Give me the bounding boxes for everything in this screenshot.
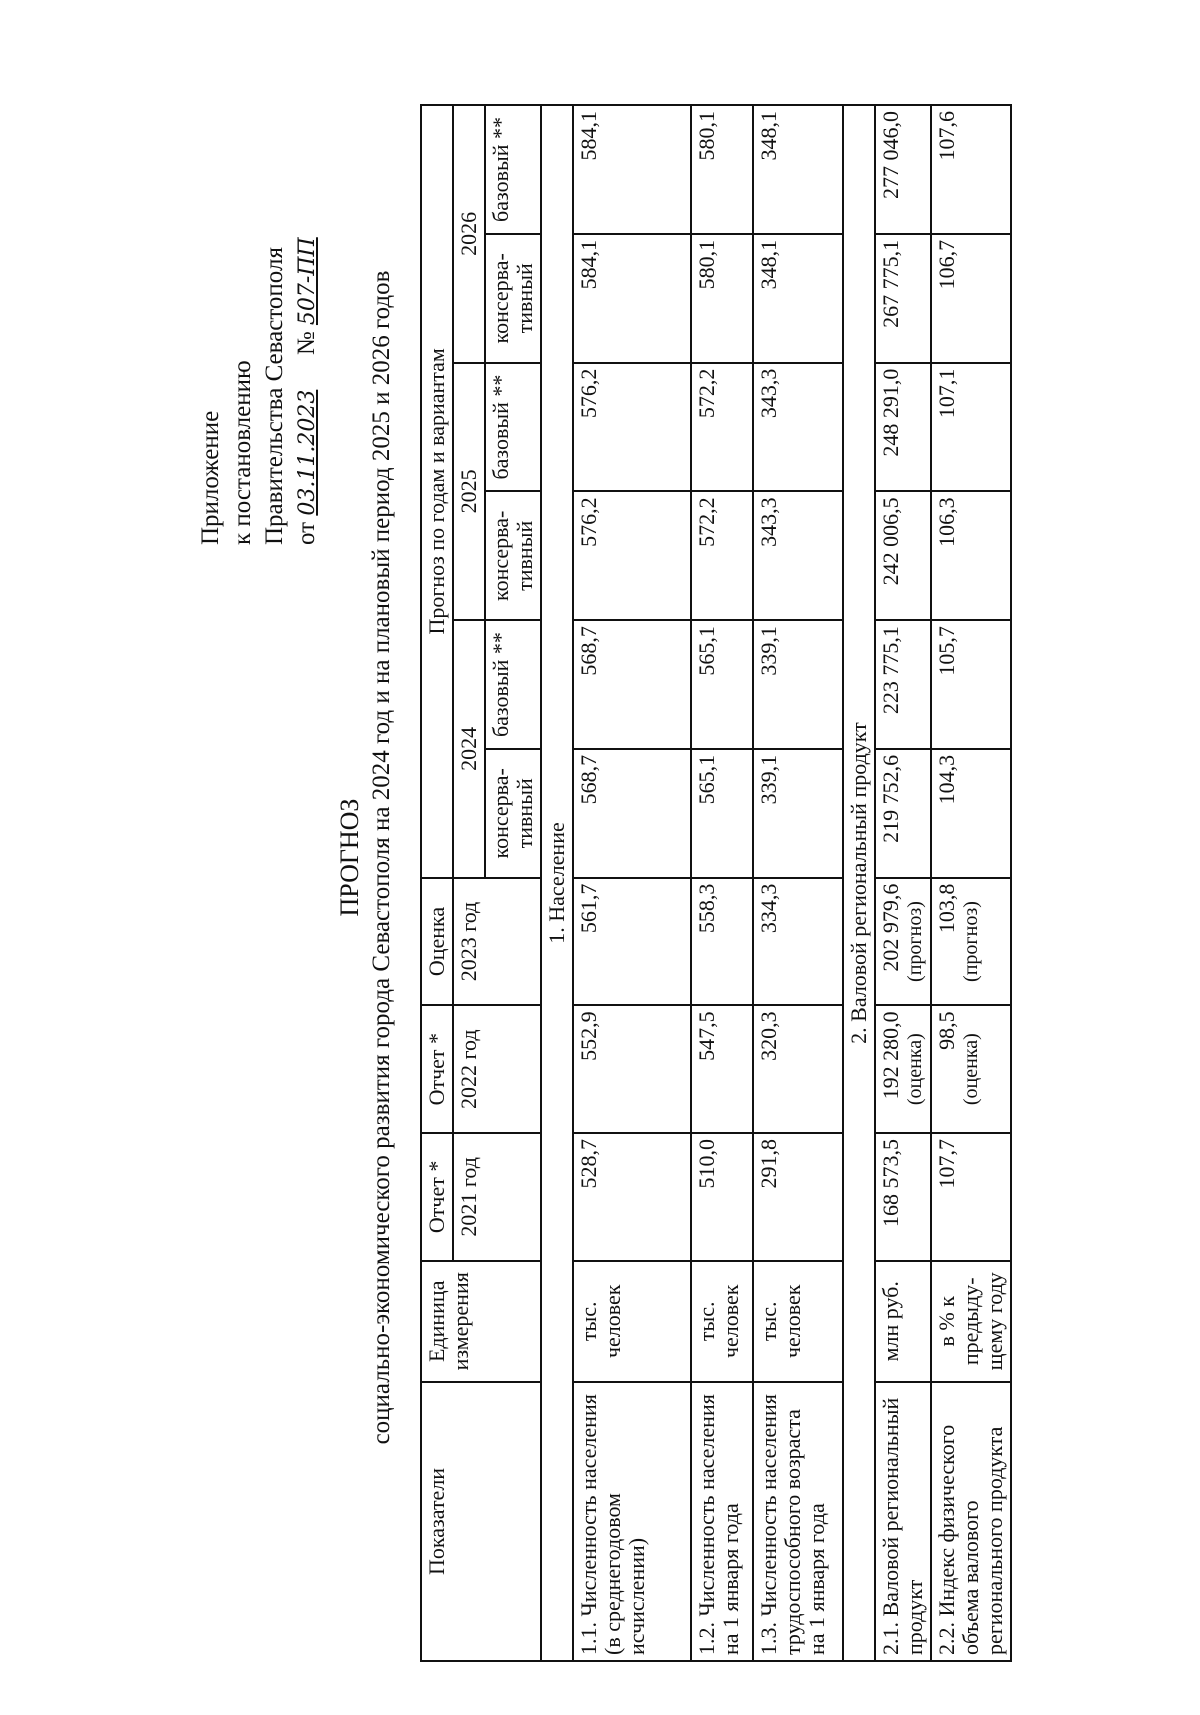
value-2022: 552,9 <box>573 1005 691 1133</box>
section-title: 2. Валовой региональный продукт <box>843 105 875 1661</box>
row-unit: в % к предыду-щему году <box>931 1261 1011 1382</box>
value-2023-note: (прогноз) <box>960 901 982 982</box>
header-year-2024: 2024 <box>453 620 485 878</box>
value-2021: 291,8 <box>753 1133 843 1261</box>
row-name: 1.1. Численность населения (в среднегодовом исчислении) <box>573 1382 691 1661</box>
annex-line-3: Правительства Севастополя <box>261 247 288 545</box>
value-conservative-2025: 576,2 <box>573 491 691 620</box>
annex-block <box>195 237 324 545</box>
value-base-2026: 580,1 <box>691 105 753 234</box>
header-year-2021: 2021 год <box>453 1133 541 1261</box>
value-2023-number: 202 979,6 <box>878 883 903 972</box>
value-2021: 168 573,5 <box>875 1133 931 1261</box>
value-base-2024: 105,7 <box>931 620 1011 749</box>
value-base-2026: 277 046,0 <box>875 105 931 234</box>
value-2021: 528,7 <box>573 1133 691 1261</box>
document-title: ПРОГНОЗ <box>335 798 364 917</box>
value-base-2025: 343,3 <box>753 363 843 492</box>
row-unit: тыс. человек <box>691 1261 753 1382</box>
header-conservative-2026: консерва-тивный <box>485 234 541 363</box>
value-base-2026: 107,6 <box>931 105 1011 234</box>
value-2022-number: 98,5 <box>934 1011 959 1050</box>
value-2021: 107,7 <box>931 1133 1011 1261</box>
value-conservative-2024: 219 752,6 <box>875 749 931 878</box>
header-conservative-2025: консерва-тивный <box>485 491 541 620</box>
value-2023 <box>931 878 1011 1006</box>
section-row <box>843 105 875 1661</box>
section-row <box>541 105 573 1661</box>
annex-date: 03.11.2023 <box>295 389 320 516</box>
value-2022 <box>875 1005 931 1133</box>
row-name: 1.3. Численность населения трудоспособного возраста на 1 января года <box>753 1382 843 1661</box>
annex-date-line <box>291 237 324 545</box>
header-year-2026: 2026 <box>453 105 485 363</box>
annex-date-prefix: от <box>293 521 320 545</box>
header-conservative-2024: консерва-тивный <box>485 749 541 878</box>
value-2023: 334,3 <box>753 878 843 1006</box>
value-2022-note: (оценка) <box>904 1033 926 1106</box>
header-indicators: Показатели <box>421 1382 541 1661</box>
value-base-2026: 348,1 <box>753 105 843 234</box>
value-2021: 510,0 <box>691 1133 753 1261</box>
value-base-2025: 572,2 <box>691 363 753 492</box>
value-conservative-2026: 106,7 <box>931 234 1011 363</box>
row-name: 2.2. Индекс физического объема валового регионального продукта <box>931 1382 1011 1661</box>
annex-line-2: к постановлению <box>229 360 256 545</box>
value-conservative-2024: 565,1 <box>691 749 753 878</box>
value-conservative-2026: 267 775,1 <box>875 234 931 363</box>
value-2023-number: 103,8 <box>934 883 959 934</box>
forecast-table <box>420 104 1012 1662</box>
annex-line-1: Приложение <box>197 410 224 545</box>
header-report-2021: Отчет * <box>421 1133 453 1261</box>
value-2022: 320,3 <box>753 1005 843 1133</box>
row-unit: тыс. человек <box>753 1261 843 1382</box>
annex-number-prefix: № <box>293 331 320 356</box>
table-row <box>573 105 691 1661</box>
value-conservative-2024: 339,1 <box>753 749 843 878</box>
value-conservative-2025: 343,3 <box>753 491 843 620</box>
header-row-1 <box>421 105 453 1661</box>
value-conservative-2026: 580,1 <box>691 234 753 363</box>
value-base-2025: 576,2 <box>573 363 691 492</box>
header-base-2024: базовый ** <box>485 620 541 749</box>
value-base-2024: 223 775,1 <box>875 620 931 749</box>
table-row <box>875 105 931 1661</box>
header-unit: Единица измерения <box>421 1261 541 1382</box>
value-conservative-2025: 106,3 <box>931 491 1011 620</box>
header-year-2023: 2023 год <box>453 878 541 1006</box>
value-2023-note: (прогноз) <box>904 901 926 982</box>
table-row <box>691 105 753 1661</box>
value-2022-note: (оценка) <box>960 1033 982 1106</box>
header-report-2022: Отчет * <box>421 1005 453 1133</box>
value-base-2024: 339,1 <box>753 620 843 749</box>
value-2022: 547,5 <box>691 1005 753 1133</box>
value-base-2025: 107,1 <box>931 363 1011 492</box>
header-base-2026: базовый ** <box>485 105 541 234</box>
row-name: 1.2. Численность населения на 1 января года <box>691 1382 753 1661</box>
header-year-2025: 2025 <box>453 363 485 621</box>
annex-number: 507-ПП <box>295 237 320 326</box>
table-row <box>931 105 1011 1661</box>
value-base-2025: 248 291,0 <box>875 363 931 492</box>
value-base-2024: 565,1 <box>691 620 753 749</box>
value-conservative-2025: 572,2 <box>691 491 753 620</box>
value-base-2026: 584,1 <box>573 105 691 234</box>
value-2022 <box>931 1005 1011 1133</box>
value-2023 <box>875 878 931 1006</box>
row-name: 2.1. Валовой региональный продукт <box>875 1382 931 1661</box>
table-row <box>753 105 843 1661</box>
row-unit: млн руб. <box>875 1261 931 1382</box>
header-year-2022: 2022 год <box>453 1005 541 1133</box>
value-conservative-2025: 242 006,5 <box>875 491 931 620</box>
row-unit: тыс. человек <box>573 1261 691 1382</box>
header-forecast-group: Прогноз по годам и вариантам <box>421 105 453 878</box>
value-2023: 561,7 <box>573 878 691 1006</box>
value-conservative-2026: 584,1 <box>573 234 691 363</box>
header-base-2025: базовый ** <box>485 363 541 492</box>
section-title: 1. Население <box>541 105 573 1661</box>
header-estimate-2023: Оценка <box>421 878 453 1006</box>
value-2023: 558,3 <box>691 878 753 1006</box>
value-conservative-2024: 104,3 <box>931 749 1011 878</box>
value-conservative-2024: 568,7 <box>573 749 691 878</box>
document-subtitle: социально-экономического развития города Севастополя на 2024 год и на плановый период 2025 и 2026 годов <box>368 270 395 1445</box>
value-base-2024: 568,7 <box>573 620 691 749</box>
value-conservative-2026: 348,1 <box>753 234 843 363</box>
value-2022-number: 192 280,0 <box>878 1011 903 1100</box>
